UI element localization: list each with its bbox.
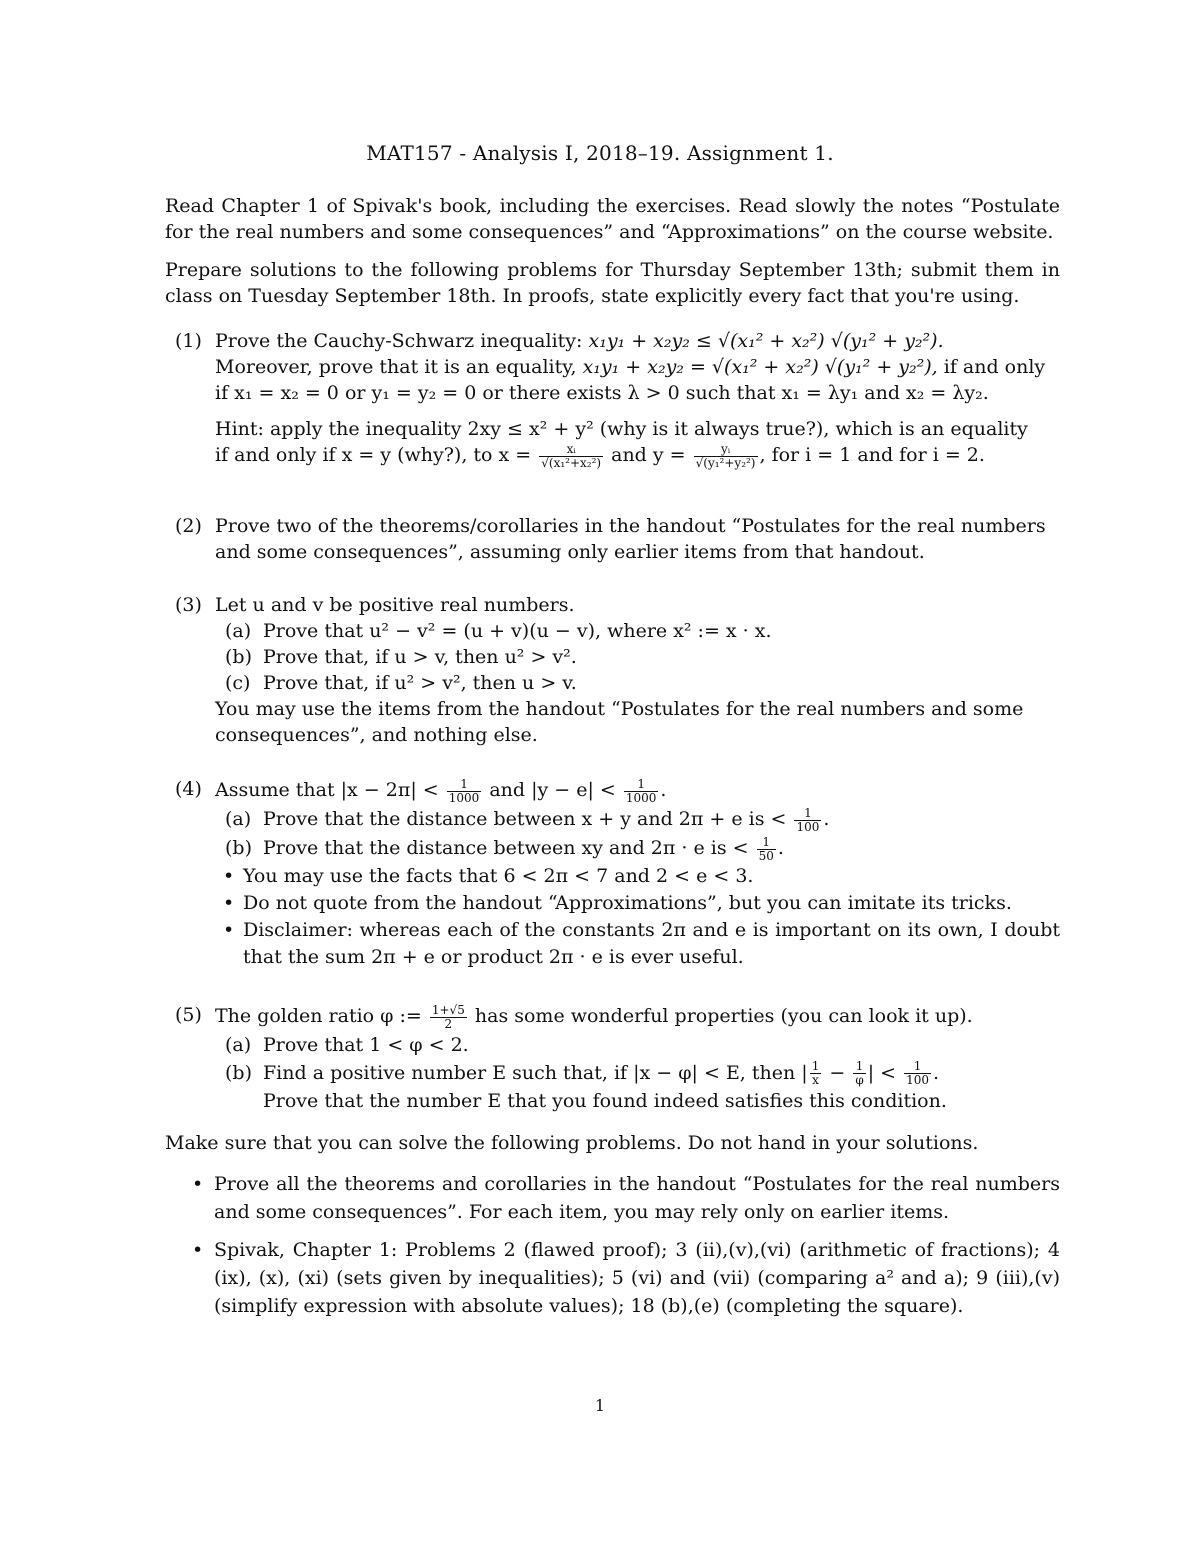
problem-2 <box>175 513 1060 565</box>
problem-number: (5) <box>175 1004 202 1026</box>
problem-3-intro: Let u and v be positive real numbers. <box>215 594 575 616</box>
problem-2-text: Prove two of the theorems/corollaries in the handout “Postulates for the real numbers and some consequences”, assuming only earlier items from that handout. <box>215 515 1046 563</box>
problem-number: (2) <box>175 515 202 537</box>
problem-4a: (a) Prove that the distance between x + y and 2π + e is < $\frac{1}{100}$ . <box>225 805 830 834</box>
problem-number: (1) <box>175 330 202 352</box>
problem-4 <box>175 776 1060 971</box>
problem-4-bullet-2: • Do not quote from the handout “Approximations”, but you can imitate its tricks. <box>223 892 1012 914</box>
practice-item-2: • Spivak, Chapter 1: Problems 2 (flawed proof); 3 (ii),(v),(vi) (arithmetic of fractions); 4 (ix), (x), (xi) (sets given by inequalities); 5 (vi) and (vii) (comparing a² and a); 9 (iii),(v) (simplify expression with absolute values); 18 (b),(e) (completing the square). <box>192 1239 1060 1317</box>
problem-5b: (b) Find a positive number E such that, if |x − φ| < E, then | $\frac{1}{x}$ − $\frac{1}{\varphi}$ | < $\frac{1}{100}$ . <box>225 1059 940 1087</box>
problem-3a: (a) Prove that u² − v² = (u + v)(u − v), where x² := x · x. <box>225 620 772 642</box>
problem-5a: (a) Prove that 1 < φ < 2. <box>225 1033 469 1056</box>
problem-5b-line-2: Prove that the number E that you found indeed satisfies this condition. <box>263 1090 947 1112</box>
problem-1 <box>175 328 1060 470</box>
practice-intro: Make sure that you can solve the following problems. Do not hand in your solutions. <box>165 1132 979 1154</box>
problem-1-hint-line-2: if and only if x = y (why?), to x = $\frac{\text{xᵢ}}{\text{√(x₁²+x₂²)}}$ and y = $\frac{\text{yᵢ}}{\text{√(y₁²+y₂²)}}$ , for i = 1 and for i = 2. <box>215 441 985 470</box>
page-number: 1 <box>594 1396 606 1415</box>
problem-number: (4) <box>175 778 202 800</box>
problem-3 <box>175 592 1060 748</box>
problem-number: (3) <box>175 594 202 616</box>
problem-1-line-1: Prove the Cauchy-Schwarz inequality: x₁y₁ + x₂y₂ ≤ √(x₁² + x₂²) √(y₁² + y₂²). <box>215 330 944 352</box>
intro-paragraph-2: Prepare solutions to the following problems for Thursday September 13th; submit them in class on Tuesday September 18th. In proofs, state explicitly every fact that you're using. <box>165 259 1060 307</box>
problem-5 <box>175 1002 1060 1115</box>
problem-3-note: You may use the items from the handout “Postulates for the real numbers and some consequences”, and nothing else. <box>215 698 1024 746</box>
problem-1-line-3: if x₁ = x₂ = 0 or y₁ = y₂ = 0 or there exists λ > 0 such that x₁ = λy₁ and x₂ = λy₂. <box>215 382 989 404</box>
page-title: MAT157 - Analysis I, 2018–19. Assignment 1. <box>366 141 834 165</box>
practice-list <box>190 1170 1060 1320</box>
intro-paragraph-1: Read Chapter 1 of Spivak's book, including the exercises. Read slowly the notes “Postulate for the real numbers and some consequences” and “Approximations” on the course website. <box>165 195 1060 243</box>
problem-3b: (b) Prove that, if u > v, then u² > v². <box>225 646 577 668</box>
problem-4-bullet-3: • Disclaimer: whereas each of the constants 2π and e is important on its own, I doubt that the sum 2π + e or product 2π · e is ever useful. <box>223 919 1060 968</box>
problem-4-bullet-1: • You may use the facts that 6 < 2π < 7 and 2 < e < 3. <box>223 865 754 887</box>
problem-5-intro: The golden ratio φ := $\frac{1+√5}{2}$ has some wonderful properties (you can look it up). <box>215 1002 973 1031</box>
fraction-y: $\frac{\text{yᵢ}}{\text{√(y₁²+y₂²)}}$ <box>695 441 756 470</box>
problem-1-hint-line-1: Hint: apply the inequality 2xy ≤ x² + y² (why is it always true?), which is an equality <box>215 418 1028 440</box>
fraction-x: $\frac{\text{xᵢ}}{\text{√(x₁²+x₂²)}}$ <box>541 441 602 470</box>
practice-item-1: • Prove all the theorems and corollaries in the handout “Postulates for the real numbers and some consequences”. For each item, you may rely only on earlier items. <box>192 1173 1060 1223</box>
problem-3c: (c) Prove that, if u² > v², then u > v. <box>225 672 577 694</box>
problem-4-intro: Assume that |x − 2π| < $\frac{1}{1000}$ and |y − e| < $\frac{1}{1000}$ . <box>215 776 667 805</box>
problem-4b: (b) Prove that the distance between xy and 2π · e is < $\frac{1}{50}$ . <box>225 834 784 863</box>
problem-1-line-2: Moreover, prove that it is an equality, x₁y₁ + x₂y₂ = √(x₁² + x₂²) √(y₁² + y₂²), if and only <box>215 356 1046 378</box>
